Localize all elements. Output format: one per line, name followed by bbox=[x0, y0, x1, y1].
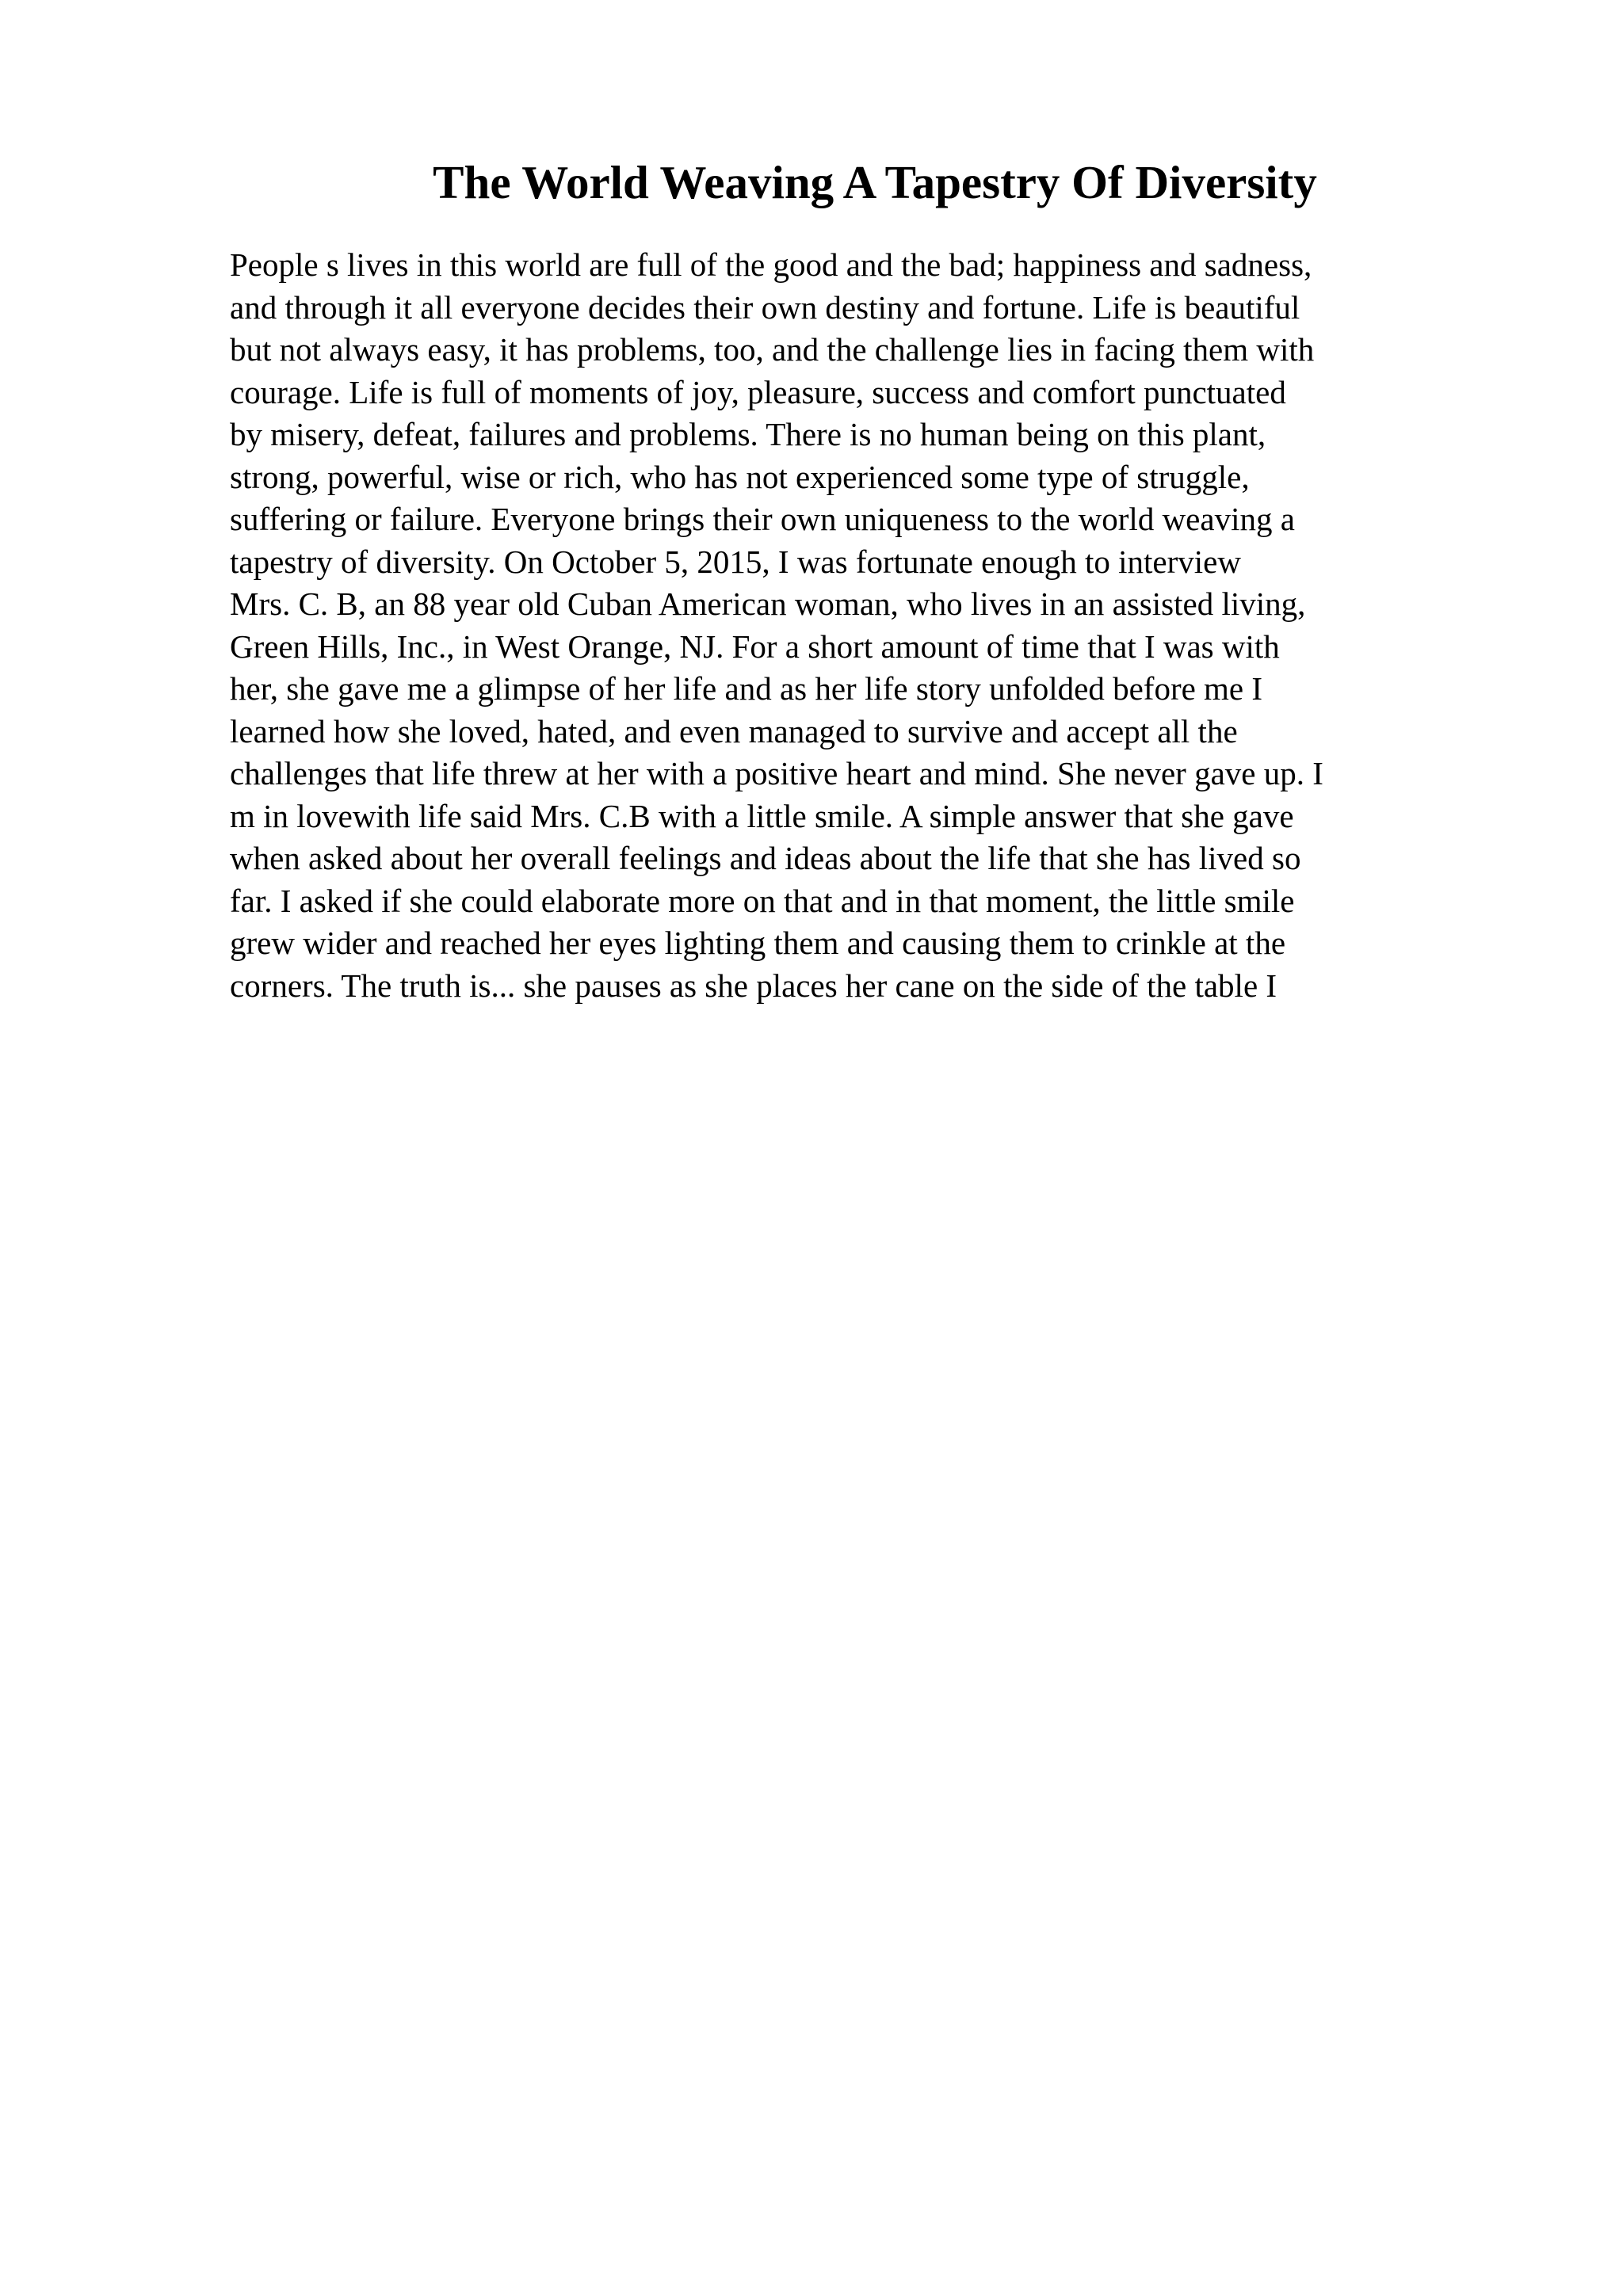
body-line: corners. The truth is... she pauses as she places her cane on the side of the table I bbox=[230, 967, 1277, 1004]
body-line: tapestry of diversity. On October 5, 2015, I was fortunate enough to interview bbox=[230, 543, 1241, 580]
body-line: challenges that life threw at her with a positive heart and mind. She never gave up. I bbox=[230, 755, 1323, 791]
body-line: and through it all everyone decides their own destiny and fortune. Life is beautiful bbox=[230, 288, 1300, 326]
body-line: m in lovewith life said Mrs. C.B with a little smile. A simple answer that she gave bbox=[230, 797, 1294, 834]
body-line: courage. Life is full of moments of joy, pleasure, success and comfort punctuated bbox=[230, 373, 1286, 410]
body-line: suffering or failure. Everyone brings their own uniqueness to the world weaving a bbox=[230, 501, 1295, 537]
body-line: far. I asked if she could elaborate more on that and in that moment, the little smile bbox=[230, 882, 1295, 919]
body-line: Green Hills, Inc., in West Orange, NJ. For a short amount of time that I was with bbox=[230, 627, 1280, 665]
body-line: strong, powerful, wise or rich, who has not experienced some type of struggle, bbox=[230, 458, 1250, 495]
body-line: Mrs. C. B, an 88 year old Cuban American woman, who lives in an assisted living, bbox=[230, 585, 1306, 622]
document-body bbox=[230, 244, 1466, 1007]
body-line: her, she gave me a glimpse of her life and as her life story unfolded before me I bbox=[230, 670, 1263, 707]
document-title: The World Weaving A Tapestry Of Diversity bbox=[433, 156, 1317, 208]
body-line: by misery, defeat, failures and problems. There is no human being on this plant, bbox=[230, 416, 1266, 452]
body-line: learned how she loved, hated, and even managed to survive and accept all the bbox=[230, 712, 1238, 749]
body-line: when asked about her overall feelings and ideas about the life that she has lived so bbox=[230, 840, 1301, 876]
body-line: but not always easy, it has problems, too, and the challenge lies in facing them with bbox=[230, 331, 1315, 368]
body-line: People s lives in this world are full of the good and the bad; happiness and sadness, bbox=[230, 246, 1312, 283]
body-line: grew wider and reached her eyes lighting them and causing them to crinkle at the bbox=[230, 925, 1286, 961]
